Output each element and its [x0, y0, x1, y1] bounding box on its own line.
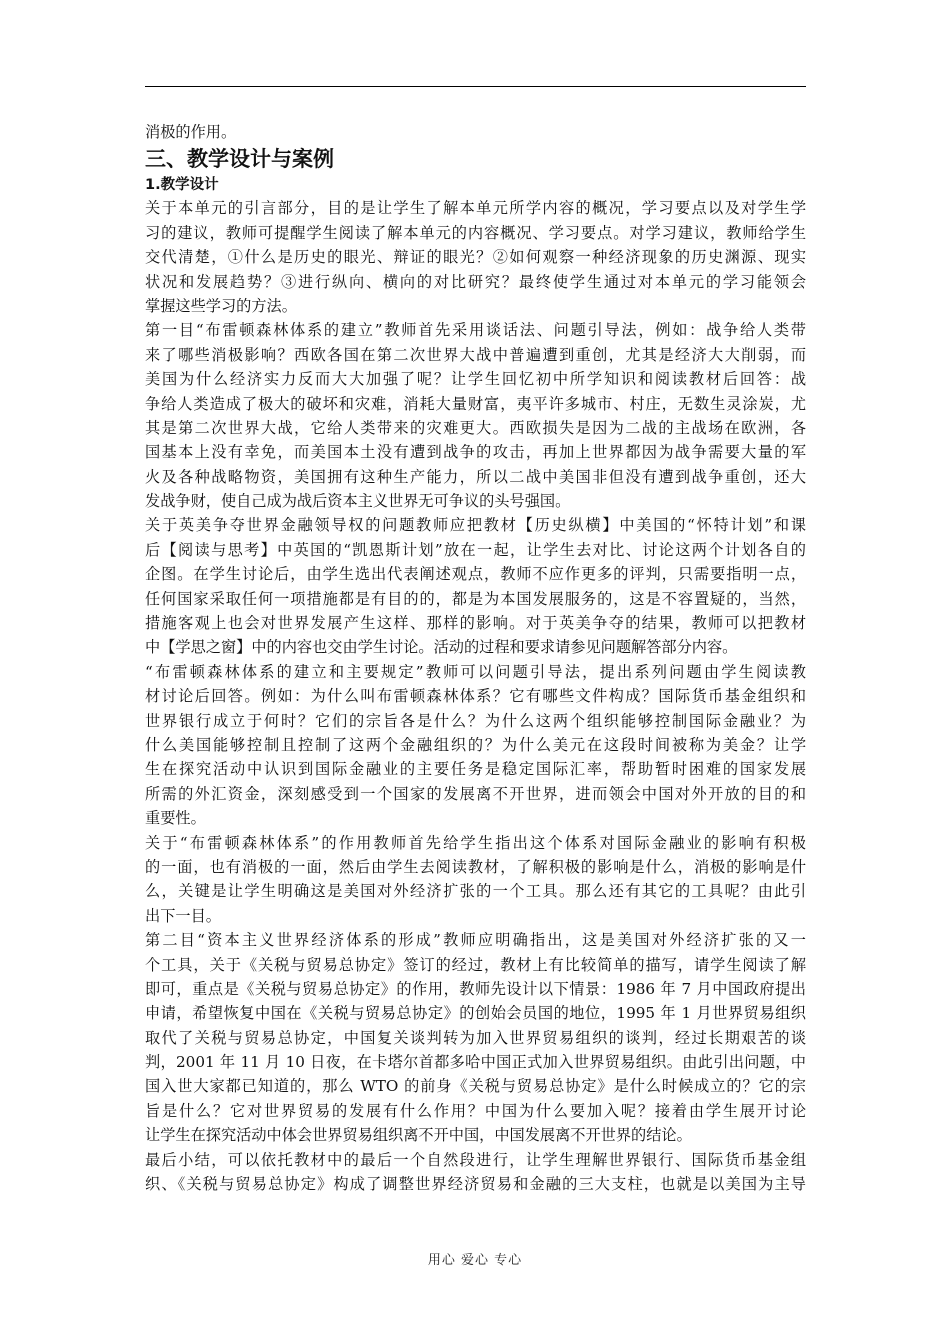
paragraph-line: 后【阅读与思考】中英国的“凯恩斯计划”放在一起，让学生去对比、讨论这两个计划各自的 — [145, 540, 806, 559]
paragraph-line: 的一面，也有消极的一面，然后由学生去阅读教材，了解积极的影响是什么，消极的影响是什 — [145, 857, 806, 876]
paragraph-line: 争给人类造成了极大的破坏和灾难，消耗大量财富，夷平许多城市、村庄，无数生灵涂炭，尤 — [145, 394, 806, 413]
paragraph — [145, 831, 806, 929]
paragraph — [145, 196, 806, 318]
paragraph — [145, 660, 806, 831]
section-heading: 三、教学设计与案例 — [145, 147, 334, 172]
paragraph — [145, 513, 806, 659]
paragraph-line: 取代了关税与贸易总协定，中国复关谈判转为加入世界贸易组织的谈判，经过长期艰苦的谈 — [145, 1028, 806, 1047]
paragraph-line: 关于英美争夺世界金融领导权的问题教师应把教材【历史纵横】中美国的“怀特计划”和课 — [145, 516, 806, 535]
paragraph-line: 织、《关税与贸易总协定》构成了调整世界经济贸易和金融的三大支柱，也就是以美国为主导 — [145, 1175, 806, 1194]
paragraph-line: 最后小结，可以依托教材中的最后一个自然段进行，让学生理解世界银行、国际货币基金组 — [145, 1150, 806, 1169]
sub-heading: 1.教学设计 — [145, 177, 219, 194]
paragraph-line: 么，关键是让学生明确这是美国对外经济扩张的一个工具。那么还有其它的工具呢？由此引 — [145, 882, 806, 901]
paragraph-line: 措施客观上也会对世界发展产生这样、那样的影响。对于英美争夺的结果，教师可以把教材 — [145, 614, 806, 633]
paragraph-line: 企图。在学生讨论后，由学生选出代表阐述观点，教师不应作更多的评判，只需要指明一点， — [145, 565, 806, 584]
paragraph-line: 状况和发展趋势？③进行纵向、横向的对比研究？最终使学生通过对本单元的学习能领会 — [145, 272, 806, 291]
paragraph-line: 世界银行成立于何时？它们的宗旨各是什么？为什么这两个组织能够控制国际金融业？为 — [145, 711, 806, 730]
paragraph — [145, 1148, 806, 1197]
paragraph-line: “布雷顿森林体系的建立和主要规定”教师可以问题引导法，提出系列问题由学生阅读教 — [145, 662, 806, 681]
paragraph-line: 火及各种战略物资，美国拥有这种生产能力，所以二战中美国非但没有遭到战争重创，还大 — [145, 467, 806, 486]
header-rule — [145, 86, 806, 87]
paragraph-line: 旨是什么？它对世界贸易的发展有什么作用？中国为什么要加入呢？接着由学生展开讨论 — [145, 1101, 806, 1120]
paragraph-line: 国基本上没有幸免，而美国本土没有遭到战争的攻击，再加上世界都因为战争需要大量的军 — [145, 443, 806, 462]
paragraph-line: 来了哪些消极影响？西欧各国在第二次世界大战中普遍遭到重创，尤其是经济大大削弱，而 — [145, 345, 806, 364]
paragraph — [145, 928, 806, 1148]
paragraph-line: 掌握这些学习的方法。 — [145, 296, 297, 315]
paragraph-line: 什么美国能够控制且控制了这两个金融组织的？为什么美元在这段时间被称为美金？让学 — [145, 735, 806, 754]
paragraph-line: 第一目“布雷顿森林体系的建立”教师首先采用谈话法、问题引导法，例如：战争给人类带 — [145, 321, 806, 340]
paragraph-line: 美国为什么经济实力反而大大加强了呢？让学生回忆初中所学知识和阅读教材后回答：战 — [145, 370, 806, 389]
paragraph-line: 重要性。 — [145, 809, 206, 828]
paragraph-line: 申请，希望恢复中国在《关税与贸易总协定》的创始会员国的地位，1995 年 1 月世界贸易组织 — [145, 1004, 806, 1023]
paragraph-list — [145, 196, 806, 1196]
paragraph-line: 习的建议，教师可提醒学生阅读了解本单元的内容概况、学习要点。对学习建议，教师给学生 — [145, 223, 806, 242]
paragraph-line: 即可，重点是《关税与贸易总协定》的作用，教师先设计以下情景：1986 年 7 月中国政府提出 — [145, 979, 806, 998]
paragraph-line: 生在探究活动中认识到国际金融业的主要任务是稳定国际汇率，帮助暂时困难的国家发展 — [145, 760, 806, 779]
paragraph — [145, 318, 806, 513]
paragraph-line: 第二目“资本主义世界经济体系的形成”教师应明确指出，这是美国对外经济扩张的又一 — [145, 931, 806, 950]
page-footer: 用心 爱心 专心 — [427, 1253, 523, 1268]
paragraph-line: 所需的外汇资金，深刻感受到一个国家的发展离不开世界，进而领会中国对外开放的目的和 — [145, 784, 806, 803]
paragraph-line: 其是第二次世界大战，它给人类带来的灾难更大。西欧损失是因为二战的主战场在欧洲，各 — [145, 418, 806, 437]
paragraph-line: 关于“布雷顿森林体系”的作用教师首先给学生指出这个体系对国际金融业的影响有积极 — [145, 833, 806, 852]
paragraph-line: 任何国家采取任何一项措施都是有目的的，都是为本国发展服务的，这是不容置疑的，当然， — [145, 589, 806, 608]
paragraph-line: 出下一目。 — [145, 906, 221, 925]
paragraph-line: 判，2001 年 11 月 10 日夜，在卡塔尔首都多哈中国正式加入世界贸易组织。由此引出问题，中 — [145, 1053, 806, 1072]
paragraph-line: 发战争财，使自己成为战后资本主义世界无可争议的头号强国。 — [145, 492, 571, 511]
intro-line: 消极的作用。 — [145, 123, 237, 141]
paragraph-line: 让学生在探究活动中体会世界贸易组织离不开中国，中国发展离不开世界的结论。 — [145, 1126, 692, 1145]
paragraph-line: 材讨论后回答。例如：为什么叫布雷顿森林体系？它有哪些文件构成？国际货币基金组织和 — [145, 687, 806, 706]
paragraph-line: 个工具，关于《关税与贸易总协定》签订的经过，教材上有比较简单的描写，请学生阅读了解 — [145, 955, 806, 974]
paragraph-line: 国入世大家都已知道的，那么 WTO 的前身《关税与贸易总协定》是什么时候成立的？它的宗 — [145, 1077, 806, 1096]
paragraph-line: 中【学思之窗】中的内容也交由学生讨论。活动的过程和要求请参见问题解答部分内容。 — [145, 638, 738, 657]
document-body — [145, 120, 806, 1196]
paragraph-line: 交代清楚，①什么是历史的眼光、辩证的眼光？②如何观察一种经济现象的历史渊源、现实 — [145, 248, 806, 267]
paragraph-line: 关于本单元的引言部分，目的是让学生了解本单元所学内容的概况，学习要点以及对学生学 — [145, 199, 806, 218]
